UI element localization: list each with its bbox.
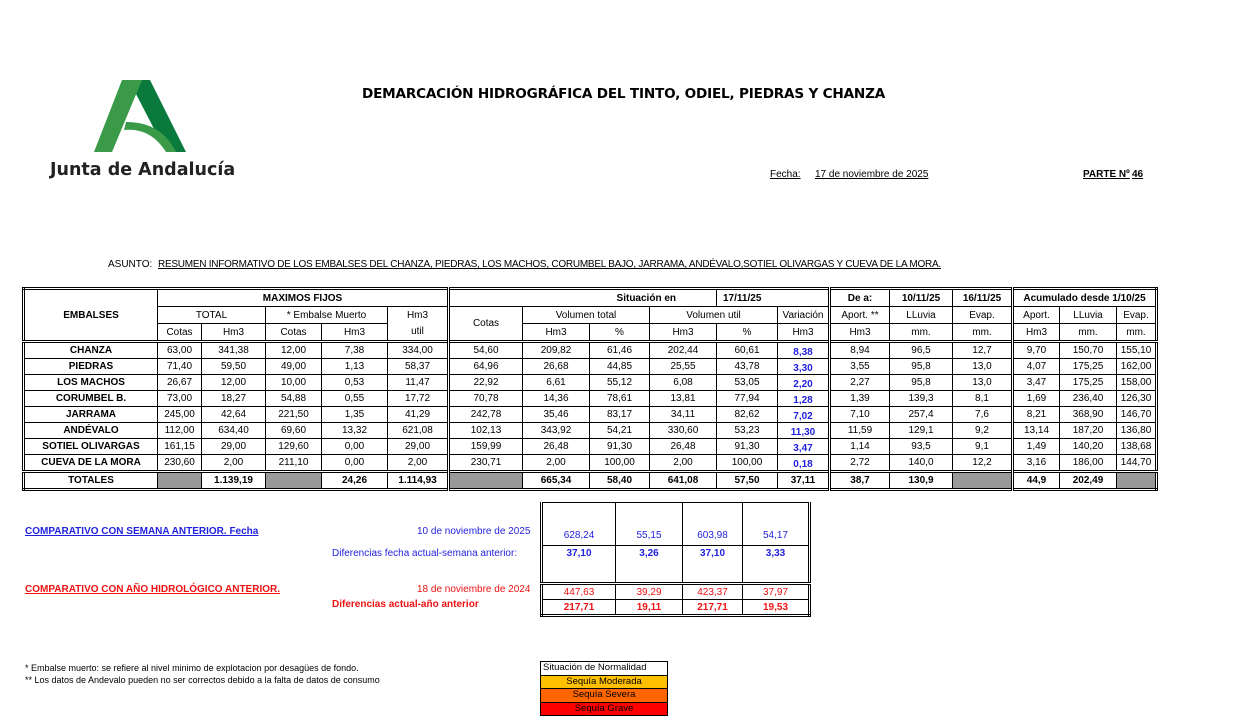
legend-normalidad: Situación de Normalidad xyxy=(541,662,667,676)
totals-lluvia: 130,9 xyxy=(890,472,953,490)
cell-total-cotas: 161,15 xyxy=(158,439,202,455)
cell-acum-evap: 136,80 xyxy=(1117,423,1157,439)
reservoir-row xyxy=(24,439,1157,455)
page-title: DEMARCACIÓN HIDROGRÁFICA DEL TINTO, ODIEL, PIEDRAS Y CHANZA xyxy=(362,86,886,102)
cell-acum-aport: 3,16 xyxy=(1013,455,1060,472)
cell-vu-hm3: 2,00 xyxy=(650,455,717,472)
cell-muerto-hm3: 0,55 xyxy=(322,391,388,407)
year-vt-hm3: 447,63 xyxy=(542,584,616,600)
cell-acum-aport: 1,69 xyxy=(1013,391,1060,407)
asunto-label: ASUNTO: xyxy=(108,259,153,270)
cell-situacion-cotas: 102,13 xyxy=(449,423,523,439)
cell-situacion-cotas: 54,60 xyxy=(449,342,523,359)
col-cotas-situacion: Cotas xyxy=(449,307,523,342)
cell-vu-hm3: 202,44 xyxy=(650,342,717,359)
cell-vt-hm3: 35,46 xyxy=(523,407,590,423)
reservoir-name: CUEVA DE LA MORA xyxy=(24,455,158,472)
cell-aport: 2,72 xyxy=(830,455,890,472)
reservoir-name: SOTIEL OLIVARGAS xyxy=(24,439,158,455)
col-de-fecha: 10/11/25 xyxy=(890,289,953,307)
reservoir-name: ANDÉVALO xyxy=(24,423,158,439)
cell-lluvia: 95,8 xyxy=(890,359,953,375)
cell-acum-evap: 162,00 xyxy=(1117,359,1157,375)
cell-vu-hm3: 6,08 xyxy=(650,375,717,391)
comparativo-semana-fecha: 10 de noviembre de 2025 xyxy=(417,526,531,537)
cell-situacion-cotas: 159,99 xyxy=(449,439,523,455)
cell-acum-evap: 144,70 xyxy=(1117,455,1157,472)
legend-sequia-severa: Sequía Severa xyxy=(541,689,667,703)
cell-variacion: 0,18 xyxy=(778,455,830,472)
year-diff-vu-pct: 19,53 xyxy=(743,600,810,616)
col-total-cotas: Cotas xyxy=(158,324,202,342)
cell-vu-hm3: 26,48 xyxy=(650,439,717,455)
week-diffs-row xyxy=(542,546,810,584)
cell-vt-pct: 61,46 xyxy=(590,342,650,359)
drought-legend xyxy=(540,661,668,716)
cell-situacion-cotas: 242,78 xyxy=(449,407,523,423)
totals-util-hm3: 1.114,93 xyxy=(388,472,449,490)
cell-muerto-cotas: 211,10 xyxy=(266,455,322,472)
totals-muerto-hm3: 24,26 xyxy=(322,472,388,490)
header-row-2 xyxy=(24,307,1157,324)
cell-acum-evap: 155,10 xyxy=(1117,342,1157,359)
cell-muerto-hm3: 7,38 xyxy=(322,342,388,359)
cell-acum-evap: 158,00 xyxy=(1117,375,1157,391)
cell-aport: 2,27 xyxy=(830,375,890,391)
cell-acum-aport: 8,21 xyxy=(1013,407,1060,423)
note-andevalo: ** Los datos de Andevalo pueden no ser correctos debido a la falta de datos de consumo xyxy=(25,675,380,685)
cell-muerto-cotas: 129,60 xyxy=(266,439,322,455)
cell-muerto-cotas: 49,00 xyxy=(266,359,322,375)
totals-row xyxy=(24,472,1157,490)
totals-acum-lluvia: 202,49 xyxy=(1060,472,1117,490)
col-evap-mm: mm. xyxy=(953,324,1013,342)
cell-util-hm3: 334,00 xyxy=(388,342,449,359)
cell-total-cotas: 73,00 xyxy=(158,391,202,407)
col-aport: Aport. ** xyxy=(830,307,890,324)
reservoir-name: CORUMBEL B. xyxy=(24,391,158,407)
cell-lluvia: 140,0 xyxy=(890,455,953,472)
reservoir-row xyxy=(24,375,1157,391)
grey-cell xyxy=(266,472,322,490)
cell-lluvia: 139,3 xyxy=(890,391,953,407)
cell-total-hm3: 2,00 xyxy=(202,455,266,472)
col-a-fecha: 16/11/25 xyxy=(953,289,1013,307)
totals-acum-aport: 44,9 xyxy=(1013,472,1060,490)
cell-muerto-hm3: 1,13 xyxy=(322,359,388,375)
cell-evap: 12,7 xyxy=(953,342,1013,359)
cell-muerto-hm3: 13,32 xyxy=(322,423,388,439)
asunto-text: RESUMEN INFORMATIVO DE LOS EMBALSES DEL CHANZA, PIEDRAS, LOS MACHOS, CORUMBEL BAJO, JARRAMA, ANDÉVALO,SOTIEL OLIVARGAS Y CUEVA DE LA MORA. xyxy=(158,259,941,270)
totals-vu-hm3: 641,08 xyxy=(650,472,717,490)
cell-total-hm3: 634,40 xyxy=(202,423,266,439)
cell-vu-hm3: 330,60 xyxy=(650,423,717,439)
cell-vt-hm3: 2,00 xyxy=(523,455,590,472)
col-maximos-fijos: MAXIMOS FIJOS xyxy=(158,289,449,307)
cell-aport: 3,55 xyxy=(830,359,890,375)
cell-vt-hm3: 14,36 xyxy=(523,391,590,407)
week-vt-pct: 55,15 xyxy=(616,503,683,546)
cell-vu-pct: 43,78 xyxy=(717,359,778,375)
cell-total-cotas: 63,00 xyxy=(158,342,202,359)
cell-aport: 11,59 xyxy=(830,423,890,439)
cell-vu-pct: 91,30 xyxy=(717,439,778,455)
cell-aport: 8,94 xyxy=(830,342,890,359)
cell-total-cotas: 245,00 xyxy=(158,407,202,423)
cell-acum-lluvia: 140,20 xyxy=(1060,439,1117,455)
week-diff-vu-hm3: 37,10 xyxy=(683,546,743,584)
totals-total-hm3: 1.139,19 xyxy=(202,472,266,490)
week-vu-pct: 54,17 xyxy=(743,503,810,546)
cell-aport: 1,39 xyxy=(830,391,890,407)
col-vu-hm3: Hm3 xyxy=(650,324,717,342)
totals-vt-pct: 58,40 xyxy=(590,472,650,490)
fecha-value: 17 de noviembre de 2025 xyxy=(815,169,929,180)
cell-muerto-cotas: 69,60 xyxy=(266,423,322,439)
cell-util-hm3: 2,00 xyxy=(388,455,449,472)
week-diff-vu-pct: 3,33 xyxy=(743,546,810,584)
reservoir-row xyxy=(24,423,1157,439)
reservoir-row xyxy=(24,455,1157,472)
col-situacion-fecha: 17/11/25 xyxy=(717,289,830,307)
reservoir-row xyxy=(24,391,1157,407)
cell-evap: 9,2 xyxy=(953,423,1013,439)
grey-cell xyxy=(1117,472,1157,490)
col-var-hm3: Hm3 xyxy=(778,324,830,342)
cell-acum-lluvia: 236,40 xyxy=(1060,391,1117,407)
cell-vu-pct: 77,94 xyxy=(717,391,778,407)
cell-acum-aport: 3,47 xyxy=(1013,375,1060,391)
year-vu-hm3: 423,37 xyxy=(683,584,743,600)
cell-evap: 13,0 xyxy=(953,375,1013,391)
week-vu-hm3: 603,98 xyxy=(683,503,743,546)
year-diff-vt-pct: 19,11 xyxy=(616,600,683,616)
cell-total-cotas: 71,40 xyxy=(158,359,202,375)
cell-muerto-hm3: 0,53 xyxy=(322,375,388,391)
col-hm3-util: Hm3 xyxy=(388,307,449,324)
cell-vt-pct: 91,30 xyxy=(590,439,650,455)
col-variacion: Variación xyxy=(778,307,830,324)
totals-variacion: 37,11 xyxy=(778,472,830,490)
cell-acum-aport: 1,49 xyxy=(1013,439,1060,455)
cell-vu-pct: 100,00 xyxy=(717,455,778,472)
cell-evap: 7,6 xyxy=(953,407,1013,423)
cell-vt-hm3: 26,48 xyxy=(523,439,590,455)
cell-lluvia: 96,5 xyxy=(890,342,953,359)
week-diff-vt-hm3: 37,10 xyxy=(542,546,616,584)
cell-vu-pct: 82,62 xyxy=(717,407,778,423)
cell-variacion: 11,30 xyxy=(778,423,830,439)
junta-andalucia-a-icon xyxy=(94,80,186,154)
cell-acum-aport: 13,14 xyxy=(1013,423,1060,439)
week-values-row xyxy=(542,503,810,546)
year-diff-vu-hm3: 217,71 xyxy=(683,600,743,616)
cell-muerto-hm3: 0,00 xyxy=(322,455,388,472)
cell-vt-pct: 44,85 xyxy=(590,359,650,375)
cell-total-hm3: 42,64 xyxy=(202,407,266,423)
cell-evap: 9,1 xyxy=(953,439,1013,455)
totals-label: TOTALES xyxy=(24,472,158,490)
cell-vu-hm3: 25,55 xyxy=(650,359,717,375)
cell-variacion: 1,28 xyxy=(778,391,830,407)
comparativo-anio-fecha: 18 de noviembre de 2024 xyxy=(417,584,531,595)
cell-evap: 13,0 xyxy=(953,359,1013,375)
week-vt-hm3: 628,24 xyxy=(542,503,616,546)
cell-lluvia: 257,4 xyxy=(890,407,953,423)
cell-acum-lluvia: 175,25 xyxy=(1060,359,1117,375)
comparativo-semana-diff-label: Diferencias fecha actual-semana anterior: xyxy=(332,548,518,559)
week-diff-vt-pct: 3,26 xyxy=(616,546,683,584)
junta-andalucia-logo xyxy=(48,80,248,190)
cell-total-cotas: 112,00 xyxy=(158,423,202,439)
cell-util-hm3: 58,37 xyxy=(388,359,449,375)
col-vt-pct: % xyxy=(590,324,650,342)
cell-vu-hm3: 13,81 xyxy=(650,391,717,407)
col-acum-lluvia: LLuvia xyxy=(1060,307,1117,324)
comparativo-anio-link[interactable]: COMPARATIVO CON AÑO HIDROLÓGICO ANTERIOR. xyxy=(25,584,280,595)
cell-variacion: 2,20 xyxy=(778,375,830,391)
col-util: util xyxy=(388,324,449,342)
cell-evap: 12,2 xyxy=(953,455,1013,472)
year-diff-vt-hm3: 217,71 xyxy=(542,600,616,616)
year-vu-pct: 37,97 xyxy=(743,584,810,600)
cell-total-hm3: 29,00 xyxy=(202,439,266,455)
col-vu-pct: % xyxy=(717,324,778,342)
cell-variacion: 3,47 xyxy=(778,439,830,455)
reservoirs-table xyxy=(22,287,1158,491)
cell-variacion: 7,02 xyxy=(778,407,830,423)
cell-vt-pct: 83,17 xyxy=(590,407,650,423)
cell-aport: 1,14 xyxy=(830,439,890,455)
cell-acum-lluvia: 186,00 xyxy=(1060,455,1117,472)
cell-muerto-hm3: 1,35 xyxy=(322,407,388,423)
note-embalse-muerto: * Embalse muerto: se refiere al nivel minimo de explotacion por desagües de fondo. xyxy=(25,663,359,673)
col-acum-lluvia-mm: mm. xyxy=(1060,324,1117,342)
parte-label: PARTE Nº xyxy=(1083,169,1130,180)
col-evap: Evap. xyxy=(953,307,1013,324)
cell-acum-aport: 4,07 xyxy=(1013,359,1060,375)
col-lluvia: LLuvia xyxy=(890,307,953,324)
totals-vt-hm3: 665,34 xyxy=(523,472,590,490)
col-volumen-total: Volumen total xyxy=(523,307,650,324)
col-acum-evap: Evap. xyxy=(1117,307,1157,324)
cell-situacion-cotas: 70,78 xyxy=(449,391,523,407)
cell-total-hm3: 12,00 xyxy=(202,375,266,391)
grey-cell xyxy=(953,472,1013,490)
col-acum-aport: Aport. xyxy=(1013,307,1060,324)
col-acum-evap-mm: mm. xyxy=(1117,324,1157,342)
totals-vu-pct: 57,50 xyxy=(717,472,778,490)
cell-total-hm3: 59,50 xyxy=(202,359,266,375)
comparativo-semana-link[interactable]: COMPARATIVO CON SEMANA ANTERIOR. Fecha xyxy=(25,526,259,537)
cell-util-hm3: 11,47 xyxy=(388,375,449,391)
col-acum-aport-hm3: Hm3 xyxy=(1013,324,1060,342)
cell-aport: 7,10 xyxy=(830,407,890,423)
cell-vt-pct: 54,21 xyxy=(590,423,650,439)
col-total-hm3: Hm3 xyxy=(202,324,266,342)
cell-muerto-cotas: 221,50 xyxy=(266,407,322,423)
fecha-label: Fecha: xyxy=(770,169,801,180)
reservoir-row xyxy=(24,342,1157,359)
cell-situacion-cotas: 64,96 xyxy=(449,359,523,375)
cell-acum-lluvia: 150,70 xyxy=(1060,342,1117,359)
cell-muerto-cotas: 54,88 xyxy=(266,391,322,407)
cell-acum-evap: 126,30 xyxy=(1117,391,1157,407)
reservoir-name: LOS MACHOS xyxy=(24,375,158,391)
year-diffs-row xyxy=(542,600,810,616)
cell-evap: 8,1 xyxy=(953,391,1013,407)
col-embalses: EMBALSES xyxy=(24,289,158,342)
cell-vt-hm3: 6,61 xyxy=(523,375,590,391)
year-vt-pct: 39,29 xyxy=(616,584,683,600)
reservoir-row xyxy=(24,407,1157,423)
cell-acum-evap: 138,68 xyxy=(1117,439,1157,455)
cell-util-hm3: 41,29 xyxy=(388,407,449,423)
col-muerto-hm3: Hm3 xyxy=(322,324,388,342)
cell-acum-lluvia: 187,20 xyxy=(1060,423,1117,439)
year-values-row xyxy=(542,584,810,600)
cell-util-hm3: 29,00 xyxy=(388,439,449,455)
legend-sequia-moderada: Sequía Moderada xyxy=(541,676,667,690)
cell-util-hm3: 621,08 xyxy=(388,423,449,439)
header-row-3 xyxy=(24,324,1157,342)
cell-total-cotas: 26,67 xyxy=(158,375,202,391)
cell-muerto-hm3: 0,00 xyxy=(322,439,388,455)
col-vt-hm3: Hm3 xyxy=(523,324,590,342)
cell-lluvia: 95,8 xyxy=(890,375,953,391)
col-embalse-muerto: * Embalse Muerto xyxy=(266,307,388,324)
cell-vt-hm3: 343,92 xyxy=(523,423,590,439)
logo-text: Junta de Andalucía xyxy=(50,160,236,180)
cell-vt-pct: 55,12 xyxy=(590,375,650,391)
cell-acum-evap: 146,70 xyxy=(1117,407,1157,423)
grey-cell xyxy=(158,472,202,490)
col-lluvia-mm: mm. xyxy=(890,324,953,342)
col-situacion-en: Situación en xyxy=(449,289,717,307)
comparativo-anio-diff-label: Diferencias actual-año anterior xyxy=(332,599,479,610)
cell-variacion: 8,38 xyxy=(778,342,830,359)
legend-sequia-grave: Sequía Grave xyxy=(541,703,667,716)
cell-variacion: 3,30 xyxy=(778,359,830,375)
cell-muerto-cotas: 12,00 xyxy=(266,342,322,359)
col-volumen-util: Volumen util xyxy=(650,307,778,324)
cell-acum-lluvia: 175,25 xyxy=(1060,375,1117,391)
cell-situacion-cotas: 230,71 xyxy=(449,455,523,472)
col-aport-hm3: Hm3 xyxy=(830,324,890,342)
totals-aport: 38,7 xyxy=(830,472,890,490)
cell-acum-lluvia: 368,90 xyxy=(1060,407,1117,423)
cell-vt-pct: 78,61 xyxy=(590,391,650,407)
cell-total-hm3: 341,38 xyxy=(202,342,266,359)
col-total: TOTAL xyxy=(158,307,266,324)
cell-vt-pct: 100,00 xyxy=(590,455,650,472)
parte-number: 46 xyxy=(1132,169,1144,180)
cell-muerto-cotas: 10,00 xyxy=(266,375,322,391)
cell-vu-pct: 53,23 xyxy=(717,423,778,439)
header-row-1 xyxy=(24,289,1157,307)
cell-vt-hm3: 209,82 xyxy=(523,342,590,359)
col-acumulado: Acumulado desde 1/10/25 xyxy=(1013,289,1157,307)
reservoir-name: PIEDRAS xyxy=(24,359,158,375)
cell-situacion-cotas: 22,92 xyxy=(449,375,523,391)
comparison-table xyxy=(540,502,811,617)
cell-total-hm3: 18,27 xyxy=(202,391,266,407)
cell-lluvia: 129,1 xyxy=(890,423,953,439)
col-de-a: De a: xyxy=(830,289,890,307)
grey-cell xyxy=(449,472,523,490)
cell-lluvia: 93,5 xyxy=(890,439,953,455)
cell-vu-pct: 53,05 xyxy=(717,375,778,391)
reservoir-name: JARRAMA xyxy=(24,407,158,423)
reservoir-name: CHANZA xyxy=(24,342,158,359)
cell-vu-hm3: 34,11 xyxy=(650,407,717,423)
cell-vt-hm3: 26,68 xyxy=(523,359,590,375)
cell-total-cotas: 230,60 xyxy=(158,455,202,472)
col-muerto-cotas: Cotas xyxy=(266,324,322,342)
cell-util-hm3: 17,72 xyxy=(388,391,449,407)
reservoir-row xyxy=(24,359,1157,375)
cell-acum-aport: 9,70 xyxy=(1013,342,1060,359)
cell-vu-pct: 60,61 xyxy=(717,342,778,359)
